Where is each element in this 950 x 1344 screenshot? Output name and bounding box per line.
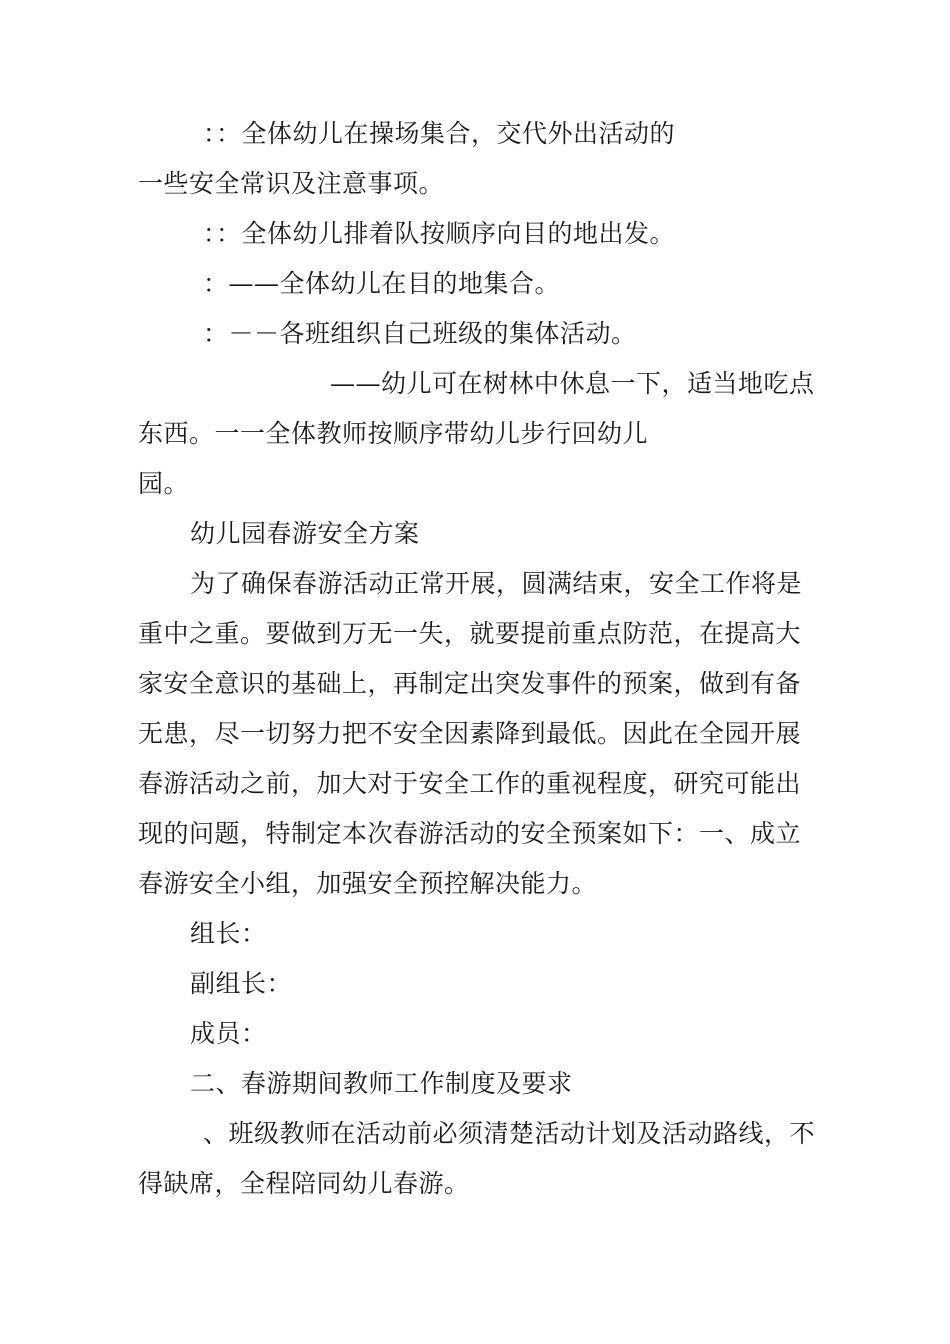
text-line-2: 一些安全常识及注意事项。 [138,169,445,198]
text-line-4: ：——全体幼儿在目的地集合。 [203,269,561,298]
text-line-3: ：：全体幼儿排着队按顺序向目的地出发。 [203,219,676,248]
members-label: 成员： [190,1019,267,1048]
text-line-15: 现的问题，特制定本次春游活动的安全预案如下：一、成立 [138,819,802,848]
text-line-10: 为了确保春游活动正常开展，圆满结束，安全工作将是 [190,569,803,598]
text-line-11: 重中之重。要做到万无一失，就要提前重点防范，在提高大 [138,619,802,648]
section-heading-2: 二、春游期间教师工作制度及要求 [190,1069,573,1098]
group-leader-label: 组长： [190,919,267,948]
text-line-12: 家安全意识的基础上，再制定出突发事件的预案，做到有备 [138,669,802,698]
text-line-21: 、班级教师在活动前必须清楚活动计划及活动路线，不 [203,1119,816,1148]
text-line-22: 得缺席，全程陪同幼儿春游。 [138,1169,470,1198]
text-line-5: ：－－各班组织自己班级的集体活动。 [203,319,637,348]
text-line-16: 春游安全小组，加强安全预控解决能力。 [138,869,598,898]
text-line-1: ：：全体幼儿在操场集合，交代外出活动的 [203,119,676,148]
text-line-13: 无患，尽一切努力把不安全因素降到最低。因此在全园开展 [138,719,802,748]
text-line-14: 春游活动之前，加大对于安全工作的重视程度，研究可能出 [138,769,802,798]
text-line-6: ——幼儿可在树林中休息一下，适当地吃点 [330,369,815,398]
text-line-7: 东西。一一全体教师按顺序带幼儿步行回幼儿 [138,419,649,448]
deputy-leader-label: 副组长： [190,969,293,998]
text-line-8: 园。 [138,469,190,498]
section-title: 幼儿园春游安全方案 [190,519,420,548]
